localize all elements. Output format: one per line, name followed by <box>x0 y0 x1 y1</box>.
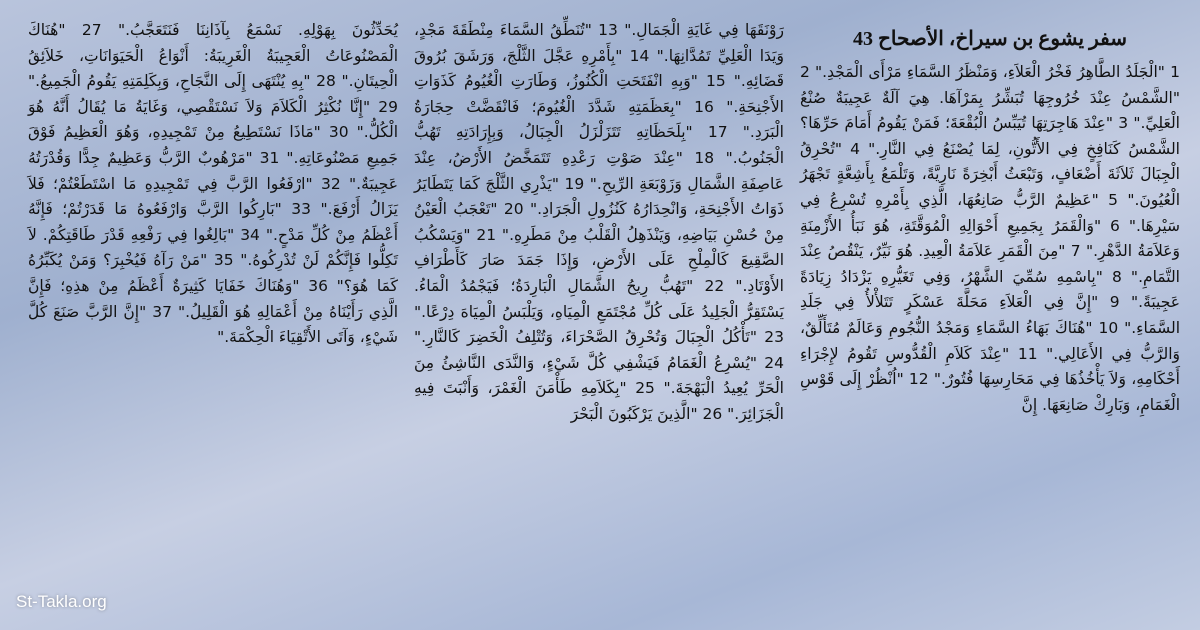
text-column-left: يُحَدِّثُونَ بِهَوْلِهِ. نَسْمَعُ بِآذَانِنَا فَنَتَعَجَّبُ." 27 "هُنَاكَ الْمَصْنُوعَاتُ الْعَجِيبَةُ الْغَرِيبَةُ: أَنْوَاعُ الْحَيَوَانَاتِ، خَلاَئِقُ الْحِيتَانِ." 28 "بِهِ يُنْتَهَى إِلَى النَّجَاحِ، وَبِكَلِمَتِهِ يَقُومُ الْجَمِيعُ." 29 "إِنَّا نُكْثِرُ الْكَلاَمَ وَلاَ نَسْتَقْصِي، وَغَايَةُ مَا يُقَالُ أَنَّهُ هُوَ الْكُلُّ." 30 "مَاذَا نَسْتَطِيعُ مِنْ تَمْجِيدِهِ، وَهُوَ الْعَظِيمُ فَوْقَ جَمِيعِ مَصْنُوعَاتِهِ." 31 "مَرْهُوبٌ الرَّبُّ وَعَظِيمٌ جِدًّا وَقُدْرَتُهُ عَجِيبَةٌ." 32 "ارْفَعُوا الرَّبَّ فِي تَمْجِيدِهِ مَا اسْتَطَعْتُمْ؛ فَلاَ يَزَالُ أَرْفَعَ." 33 "بَارِكُوا الرَّبَّ وَارْفَعُوهُ مَا قَدَرْتُمْ؛ فَإِنَّهُ أَعْظَمُ مِنْ كُلِّ مَدْحٍ." 34 "بَالِغُوا فِي رَفْعِهِ قَدْرَ طَاقَتِكُمْ. لاَ تَكِلُّوا فَإِنَّكُمْ لَنْ تُدْرِكُوهُ." 35 "مَنْ رَآهُ فَيُخْبِرَ؟ وَمَنْ يُكَبِّرُهُ كَمَا هُوَ؟" 36 "وَهُنَاكَ خَفَايَا كَثِيرَةٌ أَعْظَمُ مِنْ هذِهِ؛ فَإِنَّ الَّذِي رَأَيْنَاهُ مِنْ أَعْمَالِهِ هُوَ الْقَلِيلُ." 37 "إِنَّ الرَّبَّ صَنَعَ كُلَّ شَيْءٍ، وَآتَى الأَتْقِيَاءَ الْحِكْمَةَ." <box>28 21 399 347</box>
chapter-title: سفر يشوع بن سيراخ، الأصحاح 43 <box>853 28 1127 50</box>
text-column-right: 1 "الْجَلَدُ الطَّاهِرُ فَخْرُ الْعَلاَءِ، وَمَنْظَرُ السَّمَاءِ مَرْأَى الْمَجْدِ." 2 "الشَّمْسُ عِنْدَ خُرُوجِهَا تُبَشِّرُ بِمَرْآهَا. هِيَ آلَةٌ عَجِيبَةٌ صُنْعُ الْعَلِيِّ." 3 "عِنْدَ هَاجِرَتِهَا تُيَبِّسُ الْبُقْعَةَ؛ فَمَنْ يَقُومُ أَمَامَ حَرِّهَا؟ الشَّمْسُ كَنَافِخٍ فِي الأَتُّونِ، لِمَا يُصْنَعُ فِي النَّارِ." 4 "تُحْرِقُ الْجِبَالَ ثَلاَثَةَ أَضْعَافٍ، وَتَبْعَثُ أَبْخِرَةً نَارِيَّةً، وَتَلْمَعُ بِأَشِعَّةٍ تَجْهَرُ الْعُيُونَ." 5 "عَظِيمٌ الرَّبُّ صَانِعُهَا، الَّذِي بِأَمْرِهِ تُسْرِعُ فِي سَيْرِهَا." 6 "وَالْقَمَرُ بِجَمِيعِ أَحْوَالِهِ الْمُوَقَّتَةِ، هُوَ نَبَأُ الأَزْمِنَةِ وَعَلاَمَةُ الدَّهْرِ." 7 "مِنَ الْقَمَرِ عَلاَمَةُ الْعِيدِ. هُوَ نَيِّرٌ، يَنْقُصُ عِنْدَ التَّمَامِ." 8 "بِاسْمِهِ سُمِّيَ الشَّهْرُ، وَفِي تَغَيُّرِهِ يَزْدَادُ زِيَادَةً عَجِيبَةً." 9 "إِنَّ فِي الْعَلاَءِ مَحَلَّةَ عَسْكَرٍ تَتَلأْلأُ فِي جَلَدِ السَّمَاءِ." 10 "هُنَاكَ بَهَاءُ السَّمَاءِ وَمَجْدُ النُّجُومِ وَعَالَمٌ مُتَأَلِّقٌ، وَالرَّبُّ فِي الأَعَالِي." 11 "عِنْدَ كَلاَمِ الْقُدُّوسِ تَقُومُ لإِجْرَاءِ أَحْكَامِهِ، وَلاَ يَأْخُذُهَا فِي مَحَارِسِهَا فُتُورٌ." 12 "اُنْظُرْ إِلَى قَوْسِ الْغَمَامِ، وَبَارِكْ صَانِعَهَا. إِنَّ <box>800 63 1181 414</box>
text-column-middle: رَوْنَقَهَا فِي غَايَةِ الْجَمَالِ." 13 "تُنَطِّقُ السَّمَاءَ مِنْطَقَةَ مَجْدٍ، وَيَدَا الْعَلِيِّ تَمُدَّانِهَا." 14 "بِأَمْرِهِ عَجَّلَ الثَّلْجَ، وَرَشَقَ بُرُوقَ قَضَائِهِ." 15 "وَبِهِ انْفَتَحَتِ الْكُنُوزُ، وَطَارَتِ الْغُيُومُ كَذَوَاتِ الأَجْنِحَةِ." 16 "بِعَظَمَتِهِ شَدَّدَ الْغُيُومَ؛ فَانْقَضَّتْ حِجَارَةُ الْبَرَدِ." 17 "بِلَحَظَاتِهِ تَتَزَلْزَلُ الْجِبَالُ، وَبِإِرَادَتِهِ تَهُبُّ الْجَنُوبُ." 18 "عِنْدَ صَوْتِ رَعْدِهِ تَتَمَخَّضُ الأَرْضُ، عِنْدَ عَاصِفَةِ الشَّمَالِ وَزَوْبَعَةِ الرِّيحِ." 19 "يَذْرِي الثَّلْجَ كَمَا يَتَطَايَرُ ذَوَاتُ الأَجْنِحَةِ، وَانْحِدَارُهُ كَنُزُولِ الْجَرَادِ." 20 "تَعْجَبُ الْعَيْنُ مِنْ حُسْنِ بَيَاضِهِ، وَيَنْذَهِلُ الْقَلْبُ مِنْ مَطَرِهِ." 21 "وَيَسْكُبُ الصَّقِيعَ كَالْمِلْحِ عَلَى الأَرْضِ، وَإِذَا جَمَدَ صَارَ كَأَطْرَافِ الأَوْتَادِ." 22 "تَهُبُّ رِيحُ الشَّمَالِ الْبَارِدَةُ؛ فَيَجْمُدُ الْمَاءُ. يَسْتَقِرُّ الْجَلِيدُ عَلَى كُلِّ مُجْتَمَعِ الْمِيَاهِ، وَيَلْبَسُ الْمِيَاهَ دِرْعًا." 23 "تَأْكُلُ الْجِبَالَ وَتُحْرِقُ الصَّحْرَاءَ، وَتُتْلِفُ الْخَضِرَ كَالنَّارِ." 24 "يُسْرِعُ الْغَمَامُ فَيَشْفِي كُلَّ شَيْءٍ، وَالنَّدَى النَّاشِئُ مِنَ الْحَرِّ يُعِيدُ الْبَهْجَةَ." 25 "بِكَلاَمِهِ طَأْمَنَ الْغَمْرَ، وَأَنْبَتَ فِيهِ الْجَزَائِرَ." 26 "الَّذِينَ يَرْكَبُونَ الْبَحْرَ <box>414 21 785 423</box>
site-watermark: St-Takla.org <box>16 592 107 611</box>
